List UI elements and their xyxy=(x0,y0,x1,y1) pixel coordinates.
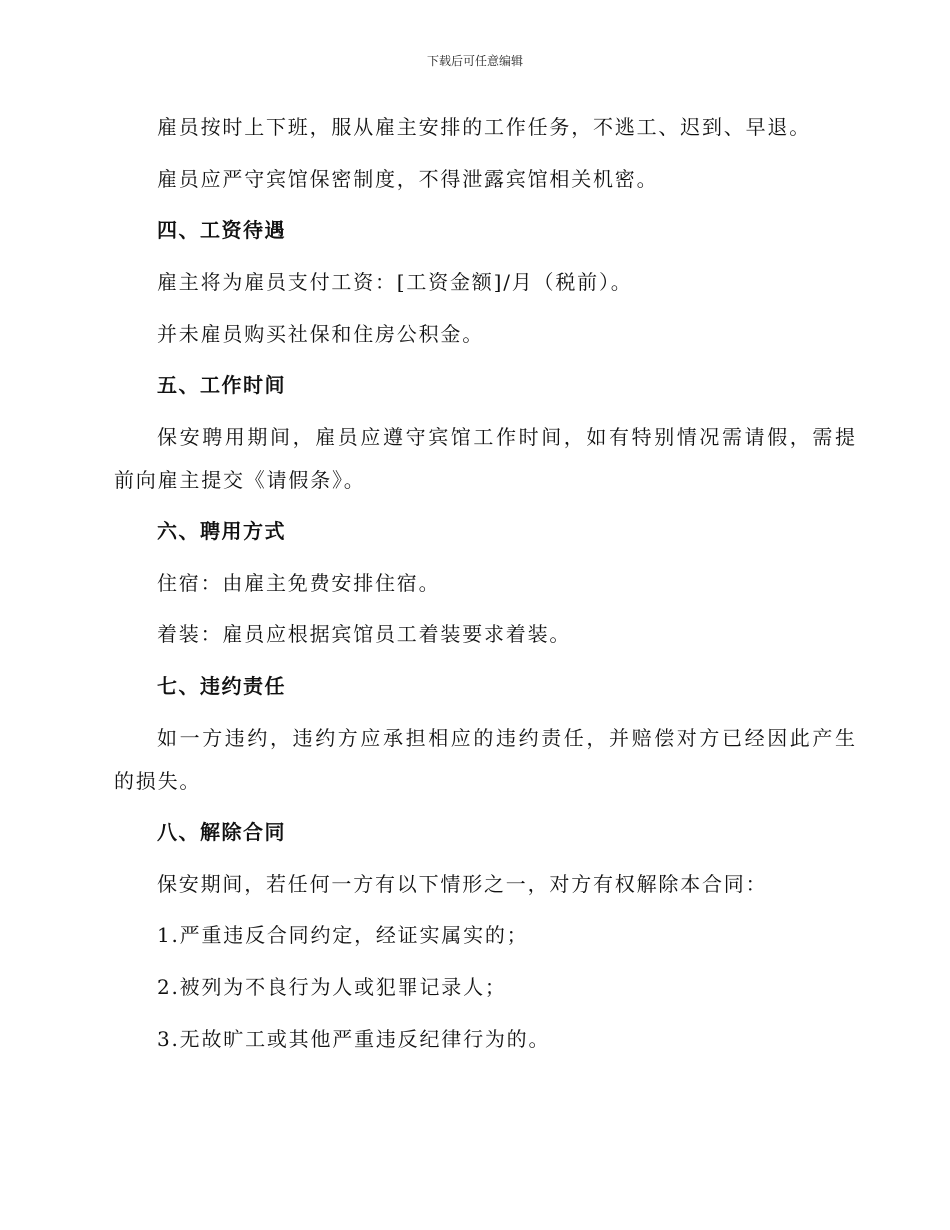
paragraph-line: 并未雇员购买社保和住房公积金。 xyxy=(157,322,484,346)
paragraph-line: 着装：雇员应根据宾馆员工着装要求着装。 xyxy=(157,622,572,646)
section-heading-work-hours: 五、工作时间 xyxy=(157,373,286,397)
list-item: 3.无故旷工或其他严重违反纪律行为的。 xyxy=(157,1027,551,1051)
section-heading-termination: 八、解除合同 xyxy=(157,820,286,844)
section-heading-salary: 四、工资待遇 xyxy=(157,218,286,242)
paragraph-line: 保安期间，若任何一方有以下情形之一，对方有权解除本合同： xyxy=(157,872,768,896)
list-item: 2.被列为不良行为人或犯罪记录人； xyxy=(157,975,507,999)
section-heading-liability: 七、违约责任 xyxy=(157,674,286,698)
paragraph-line: 的损失。 xyxy=(114,769,202,793)
paragraph-line: 雇主将为雇员支付工资：[工资金额]/月（税前）。 xyxy=(157,270,633,294)
paragraph-line: 雇员应严守宾馆保密制度，不得泄露宾馆相关机密。 xyxy=(157,167,659,191)
paragraph-line: 雇员按时上下班，服从雇主安排的工作任务，不逃工、迟到、早退。 xyxy=(157,115,811,139)
paragraph-line: 如一方违约，违约方应承担相应的违约责任，并赔偿对方已经因此产生 xyxy=(157,726,858,750)
section-heading-employment-method: 六、聘用方式 xyxy=(157,519,286,543)
paragraph-line: 保安聘用期间，雇员应遵守宾馆工作时间，如有特别情况需请假，需提 xyxy=(157,425,858,449)
paragraph-line: 前向雇主提交《请假条》。 xyxy=(114,468,366,492)
page-header: 下载后可任意编辑 xyxy=(426,54,523,68)
paragraph-line: 住宿：由雇主免费安排住宿。 xyxy=(157,571,441,595)
list-item: 1.严重违反合同约定，经证实属实的； xyxy=(157,923,529,947)
